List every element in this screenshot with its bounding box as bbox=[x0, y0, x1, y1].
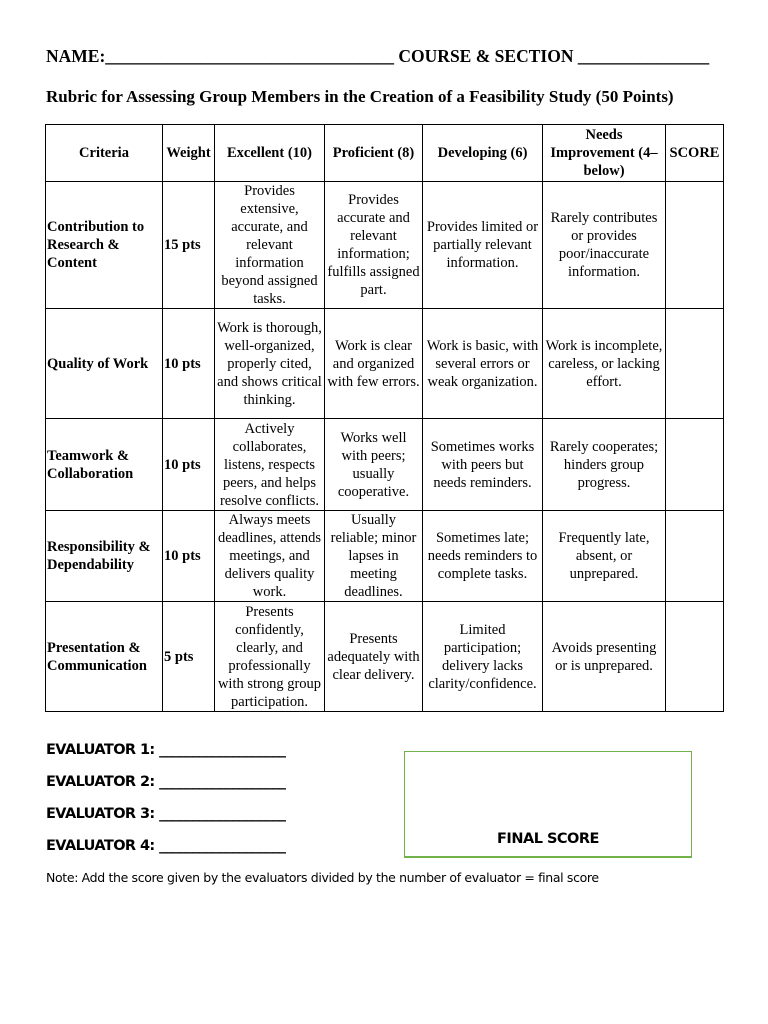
excellent-cell: Presents confidently, clearly, and professionally with strong group participation. bbox=[215, 602, 325, 712]
weight-cell: 15 pts bbox=[163, 182, 215, 309]
table-row bbox=[46, 511, 724, 602]
column-header-needs-improvement: Needs Improvement (4–below) bbox=[543, 125, 666, 182]
excellent-cell: Actively collaborates, listens, respects peers, and helps resolve conflicts. bbox=[215, 419, 325, 511]
weight-cell: 5 pts bbox=[163, 602, 215, 712]
evaluator-list bbox=[46, 742, 285, 870]
table-row bbox=[46, 309, 724, 419]
excellent-cell: Provides extensive, accurate, and relevant information beyond assigned tasks. bbox=[215, 182, 325, 309]
final-score-box bbox=[404, 751, 692, 858]
rubric-table bbox=[45, 124, 724, 712]
column-header-proficient: Proficient (8) bbox=[325, 125, 423, 182]
developing-cell: Sometimes late; needs reminders to complete tasks. bbox=[423, 511, 543, 602]
criteria-cell: Quality of Work bbox=[46, 309, 163, 419]
name-field-label: NAME:_________________________________ bbox=[46, 46, 395, 66]
criteria-cell: Responsibility & Dependability bbox=[46, 511, 163, 602]
score-note: Note: Add the score given by the evaluators divided by the number of evaluator = final score bbox=[46, 870, 599, 885]
column-header-weight: Weight bbox=[163, 125, 215, 182]
score-cell[interactable] bbox=[666, 511, 724, 602]
developing-cell: Sometimes works with peers but needs reminders. bbox=[423, 419, 543, 511]
weight-cell: 10 pts bbox=[163, 419, 215, 511]
final-score-label: FINAL SCORE bbox=[497, 831, 599, 847]
needs-improvement-cell: Rarely contributes or provides poor/inaccurate information. bbox=[543, 182, 666, 309]
evaluator-4-line: EVALUATOR 4: ___________________ bbox=[46, 838, 286, 854]
table-row bbox=[46, 602, 724, 712]
developing-cell: Work is basic, with several errors or weak organization. bbox=[423, 309, 543, 419]
criteria-cell: Presentation & Communication bbox=[46, 602, 163, 712]
score-cell[interactable] bbox=[666, 309, 724, 419]
needs-improvement-cell: Frequently late, absent, or unprepared. bbox=[543, 511, 666, 602]
column-header-developing: Developing (6) bbox=[423, 125, 543, 182]
rubric-title: Rubric for Assessing Group Members in the Creation of a Feasibility Study (50 Points) bbox=[46, 87, 674, 106]
developing-cell: Limited participation; delivery lacks clarity/confidence. bbox=[423, 602, 543, 712]
table-header-row bbox=[46, 125, 724, 182]
needs-improvement-cell: Rarely cooperates; hinders group progress. bbox=[543, 419, 666, 511]
column-header-excellent: Excellent (10) bbox=[215, 125, 325, 182]
score-cell[interactable] bbox=[666, 419, 724, 511]
score-cell[interactable] bbox=[666, 602, 724, 712]
table-row bbox=[46, 419, 724, 511]
criteria-cell: Contribution to Research & Content bbox=[46, 182, 163, 309]
developing-cell: Provides limited or partially relevant information. bbox=[423, 182, 543, 309]
course-section-field-label: COURSE & SECTION _______________ bbox=[398, 46, 710, 66]
weight-cell: 10 pts bbox=[163, 309, 215, 419]
column-header-criteria: Criteria bbox=[46, 125, 163, 182]
table-row bbox=[46, 182, 724, 309]
needs-improvement-cell: Work is incomplete, careless, or lacking effort. bbox=[543, 309, 666, 419]
score-cell[interactable] bbox=[666, 182, 724, 309]
proficient-cell: Usually reliable; minor lapses in meeting deadlines. bbox=[325, 511, 423, 602]
criteria-cell: Teamwork & Collaboration bbox=[46, 419, 163, 511]
proficient-cell: Works well with peers; usually cooperative. bbox=[325, 419, 423, 511]
proficient-cell: Work is clear and organized with few errors. bbox=[325, 309, 423, 419]
column-header-score: SCORE bbox=[666, 125, 724, 182]
header-line bbox=[46, 46, 709, 67]
excellent-cell: Always meets deadlines, attends meetings, and delivers quality work. bbox=[215, 511, 325, 602]
weight-cell: 10 pts bbox=[163, 511, 215, 602]
evaluator-3-line: EVALUATOR 3: ___________________ bbox=[46, 806, 286, 822]
proficient-cell: Presents adequately with clear delivery. bbox=[325, 602, 423, 712]
evaluator-1-line: EVALUATOR 1: ___________________ bbox=[46, 742, 286, 758]
needs-improvement-cell: Avoids presenting or is unprepared. bbox=[543, 602, 666, 712]
proficient-cell: Provides accurate and relevant information; fulfills assigned part. bbox=[325, 182, 423, 309]
excellent-cell: Work is thorough, well-organized, properly cited, and shows critical thinking. bbox=[215, 309, 325, 419]
evaluator-2-line: EVALUATOR 2: ___________________ bbox=[46, 774, 286, 790]
